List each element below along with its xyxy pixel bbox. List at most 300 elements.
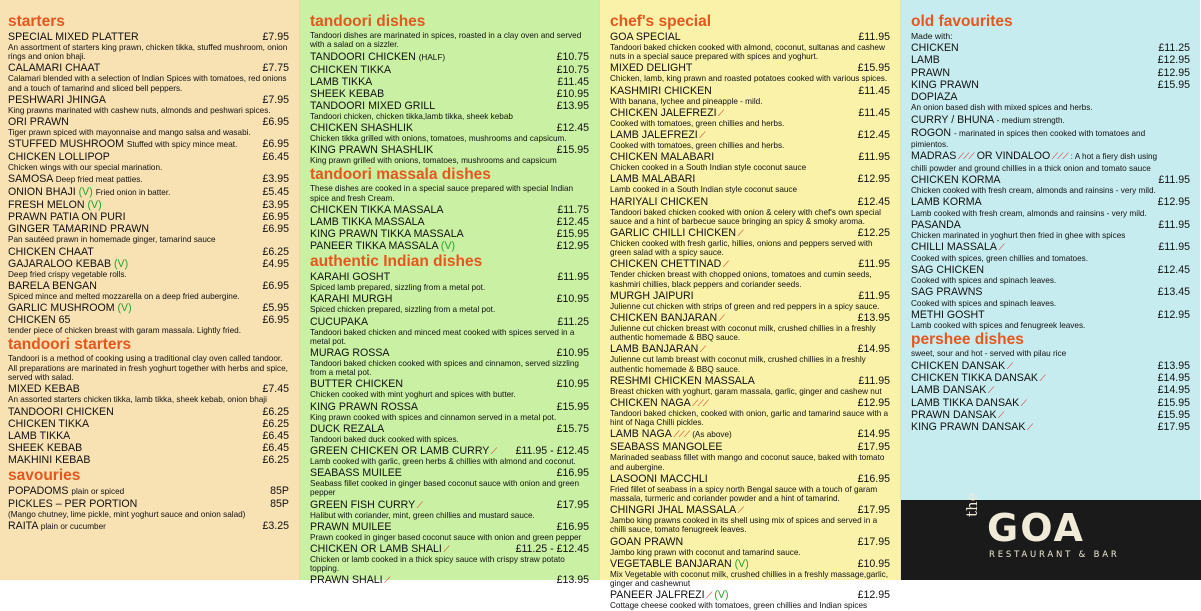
section-title: authentic Indian dishes [310,253,483,271]
item-price: £10.95 [556,87,589,100]
item-name [911,384,993,396]
item-name [8,211,126,223]
menu-item-row [610,85,890,97]
menu-item [8,151,289,172]
item-name-text: KING PRAWN TIKKA MASSALA [310,228,464,241]
item-name [911,421,1032,433]
item-name-text: ORI PRAWN [8,116,69,129]
item-price: £5.95 [262,302,289,315]
item-name [610,227,743,239]
item-price: £13.95 [1157,359,1190,372]
item-name [8,62,100,74]
menu-item [911,409,1190,421]
item-name-text: LAMB NAGA [610,428,672,441]
menu-item [610,85,890,106]
item-price: £6.95 [262,223,289,236]
chilli-icon: ⟋ [735,228,743,239]
item-name-text: VEGETABLE BANJARAN [610,557,732,570]
item-price: £11.45 [858,84,890,97]
item-name [610,107,723,119]
item-description: Chicken or lamb cooked in a thick spicy sauce with crispy straw potato topping. [310,555,565,574]
menu-item [610,151,890,172]
menu-item [911,67,1190,79]
item-name-text: PICKLES – PER PORTION [8,497,138,510]
menu-item-row [911,127,1190,140]
item-name [610,312,724,324]
menu-item-row [310,378,589,390]
item-name-text: MIXED KEBAB [8,383,80,396]
item-name [310,378,403,390]
item-name-text: TANDOORI MIXED GRILL [310,99,436,112]
menu-item [911,372,1190,384]
chilli-icon: ⟋ [986,385,994,396]
item-note: (HALF) [418,52,446,62]
item-name [8,383,80,395]
menu-item-row [610,31,890,43]
item-name [911,309,985,321]
item-name [8,186,170,199]
menu-item [610,129,890,150]
item-name [911,219,961,231]
item-name-text: MURGH JAIPURI [610,289,694,302]
menu-item [610,504,890,534]
item-description: An assortment of starters king prawn, chicken tikka, stuffed mushroom, onion rings and onion bhaji. [8,43,288,62]
chilli-icon: ⟋ [721,259,729,270]
item-description: Tandoori baked chicken cooked with almond, coconut, sultanas and cashew nuts in a special sauce prepared with spices and yoghurt. [610,43,885,62]
item-description: Chicken wings with our special marination. [8,163,163,173]
item-name-text: GINGER TAMARIND PRAWN [8,223,150,236]
item-price: £14.95 [857,428,890,441]
item-description: Chicken cooked in a South Indian style coconut sauce [610,163,807,173]
menu-item [8,498,289,519]
menu-item-row [8,151,289,163]
item-name-text: PESHWARI JHINGA [8,93,106,106]
item-name [911,409,1003,421]
chilli-icon: ⟋ [441,544,449,555]
item-name [8,280,97,292]
item-name-text: PANEER JALFREZI [610,589,705,602]
menu-item-row [911,397,1190,409]
item-price: £7.75 [262,62,289,75]
item-price: £13.45 [1157,286,1190,299]
menu-item-row [310,467,589,479]
item-name-text: ROGON [911,126,952,139]
menu-item-row [911,91,1190,103]
menu-item-row [310,347,589,359]
menu-item-row [310,401,589,413]
item-description: Chicken marinated in yoghurt then fried in ghee with spices [911,231,1126,241]
section-title: tandoori dishes [310,13,426,30]
item-name-text: GOA SPECIAL [610,31,681,43]
item-price: £6.25 [262,245,289,258]
section-title: tandoori starters [8,336,132,354]
menu-item [310,423,589,444]
menu-item [310,378,589,399]
menu-item-row [8,94,289,106]
item-price: 85P [270,484,289,497]
item-description: Tender chicken breast with chopped onions, tomatoes and cumin seeds, kashmiri chillies, black peppers and coriander seeds. [610,270,872,289]
menu-item-row [610,258,890,270]
menu-item-row [8,211,289,223]
item-name-text: ONION BHAJI [8,186,76,199]
item-price: £14.95 [1157,384,1190,397]
item-name-text: PRAWN DANSAK [911,409,997,422]
menu-item [8,418,289,430]
menu-item [8,62,289,92]
item-name-text: SAG CHICKEN [911,263,984,276]
panel-old-favourites [900,0,1200,580]
menu-item-row [610,343,890,355]
menu-item [310,88,589,100]
item-description: King prawn cooked with spices and cinnamon served in a metal pot. [310,412,557,422]
menu-item [8,442,289,454]
item-description: chilli powder and ground chillies in a thick onion and tomato sauce [911,163,1151,173]
menu-item [8,302,289,314]
item-description: Chicken tikka grilled with onions, tomatoes, mushrooms and capsicum. [310,134,567,144]
menu-item [8,138,289,151]
menu-item [8,186,289,199]
menu-item-row [310,216,589,228]
item-price: £7.95 [262,93,289,106]
item-name [911,79,979,91]
item-description: King prawn grilled with onions, tomatoes, mushrooms and capsicum [310,156,557,166]
item-name-text: BARELA BENGAN [8,279,97,292]
menu-item-row [310,51,589,64]
item-price: £11.45 [557,75,589,88]
menu-item [911,174,1190,196]
item-description: Julienne cut chicken with strips of green and red peppers in a spicy sauce. [610,301,880,311]
menu-item [911,150,1190,173]
menu-item-row [911,372,1190,384]
item-name [610,343,705,355]
menu-item [610,107,890,128]
item-name [911,264,984,276]
item-name [8,498,137,510]
menu-item [8,383,289,404]
item-name-text: GARLIC CHILLI CHICKEN [610,227,736,240]
item-price: £12.45 [857,129,890,142]
menu-item-row [610,173,890,185]
item-price: £16.95 [556,520,589,533]
menu-item [310,271,589,292]
item-name [310,543,449,555]
menu-item [310,293,589,314]
vegetarian-badge: (V) [714,589,729,602]
menu-item-row [911,67,1190,79]
menu-item [8,116,289,137]
item-price: £17.95 [857,504,890,517]
logo-name: GOA [987,506,1085,550]
menu-item [8,520,289,533]
chilli-icon: ⟋ [996,410,1004,421]
section-title: old favourites [911,13,1013,30]
menu-item-row [8,430,289,442]
item-name-text: CUCUPAKA [310,315,369,328]
menu-item [8,314,289,335]
menu-item [310,100,589,121]
item-price: £12.95 [1157,308,1190,321]
item-price: £12.95 [556,240,589,253]
item-price: £17.95 [857,535,890,548]
chilli-icon: ⟋ [704,590,712,601]
item-name-text: KING PRAWN ROSSA [310,400,418,413]
item-description: Chicken, lamb, king prawn and roasted potatoes cooked with various spices. [610,74,888,84]
menu-item [310,445,589,466]
item-name-text: MAKHINI KEBAB [8,453,91,466]
menu-item-row [310,271,589,283]
item-description: Mix Vegetable with coconut milk, crushed chillies in a freshly massage,garlic, ginger and cashewnut [610,569,889,589]
item-description: Calamari blended with a selection of Indian Spices with tomatoes, red onions and a touch of tamarind and sliced bell peppers. [8,74,287,93]
item-name [610,151,714,163]
logo-tagline: RESTAURANT & BAR [989,550,1120,560]
item-price: £11.95 - £12.45 [515,445,589,458]
item-price: £12.95 [1157,66,1190,79]
menu-item-row [310,204,589,216]
item-name-text: CHICKEN DANSAK [911,359,1006,372]
item-price: £12.95 [857,589,890,602]
item-name [8,94,106,106]
chilli-icon: ⟋ [996,242,1004,253]
menu-item-row [610,504,890,516]
item-name-text: LAMB TIKKA MASSALA [310,216,425,229]
menu-item [911,421,1190,433]
menu-item-row [310,543,589,555]
item-price: £6.45 [262,429,289,442]
item-name-text: GAJARALOO KEBAB [8,257,112,270]
item-description: Chicken cooked with mint yoghurt and spices with butter. [310,390,516,400]
item-name [610,504,743,516]
item-description: Lamb cooked with fresh cream, almonds and rainsins - very mild. [911,208,1147,218]
item-name [310,423,384,435]
item-price: £15.75 [556,422,589,435]
menu-item-row [911,114,1190,127]
item-name [310,76,372,88]
chilli-icon: ⟋ [698,344,706,355]
item-description: (Mango chutney, lime pickle, mint yoghurt sauce and onion salad) [8,509,246,519]
item-name-text: PRAWN MUILEE [310,520,392,533]
item-note: (As above) [692,430,732,440]
item-name [8,406,114,418]
item-description: Lamb cooked in a South Indian style coconut sauce [610,185,798,195]
panel-chefs-special [599,0,900,611]
item-price: £6.95 [262,116,289,129]
menu-item-row [8,138,289,151]
item-price: £12.45 [857,195,890,208]
chilli-icon: ⟋ [1037,373,1045,384]
menu-item-row [610,441,890,453]
item-price: £16.95 [857,472,890,485]
item-price: £6.95 [262,211,289,224]
menu-item [610,31,890,61]
item-name-text: CHICKEN TIKKA [310,63,392,76]
item-name-text: LAMB [911,54,940,67]
menu-item-row [8,442,289,454]
item-name [8,430,70,442]
item-price: £12.95 [1157,54,1190,67]
menu-item [8,280,289,301]
chilli-icon: ⟋ [415,499,422,510]
item-name [310,293,392,305]
item-name [310,144,433,156]
menu-item [8,223,289,244]
item-description: Cooked with spices, green chillies and tomatoes. [911,253,1089,263]
menu-item-row [610,196,890,208]
item-description: Spiced chicken prepared, sizzling from a metal pot. [310,305,496,315]
item-price: £11.75 [557,204,589,217]
item-name-text: SPECIAL MIXED PLATTER [8,31,139,43]
item-price: £12.95 [857,397,890,410]
menu-item-row [610,151,890,163]
item-name [310,216,425,228]
item-name [310,122,413,134]
item-name-text: LAMB KORMA [911,196,982,209]
item-name [911,91,958,103]
section-title: savouries [8,466,81,484]
item-name [610,558,749,570]
item-name [610,397,708,409]
item-name [310,204,443,216]
chilli-icon: ⟋ [1019,397,1026,408]
section-description: These dishes are cooked in a special sauce prepared with special Indian spice and fresh Cream. [310,184,574,203]
item-price: £3.95 [262,173,289,186]
menu-item [911,309,1190,331]
item-name-text: CHICKEN KORMA [911,173,1001,186]
item-name-text: RESHMI CHICKEN MASSALA [610,374,755,387]
menu-item-row [610,473,890,485]
item-name-text: KASHMIRI CHICKEN [610,84,712,97]
menu-item [8,31,289,61]
item-name-text: CHICKEN CHAAT [8,245,94,258]
item-description: Jambo king prawn with coconut and tamarind sauce. [610,547,801,557]
item-description: Prawn cooked in ginger based coconut sauce with onion and green pepper [310,532,582,542]
menu-item [8,406,289,418]
item-price: £10.95 [556,347,589,360]
item-name [8,485,124,498]
item-name-text: CHICKEN TIKKA MASSALA [310,204,444,217]
menu-item-row [310,445,589,457]
item-name-text: CHINGRI JHAL MASSALA [610,504,737,517]
item-name-text: PASANDA [911,218,961,231]
item-name [310,271,390,283]
item-name [911,360,1012,372]
item-name [610,473,708,485]
item-name [911,397,1026,409]
menu-item [8,485,289,498]
item-name [310,100,435,112]
item-price: £11.95 [557,271,589,284]
item-name [8,138,237,151]
item-price: £6.95 [262,138,289,151]
menu-item-row [911,409,1190,421]
menu-item-row [8,383,289,395]
item-name-text: CHICKEN JALEFREZI [610,106,717,119]
vegetarian-badge: (V) [78,186,93,199]
item-price: £4.95 [262,257,289,270]
item-name-text: GARLIC MUSHROOM [8,302,115,315]
section-description: Tandoori dishes are marinated in spices, roasted in a clay oven and served with a salad on a sizzler. [310,31,582,50]
menu-item-row [8,302,289,314]
item-price: 85P [270,497,289,510]
item-name [911,196,982,208]
item-name-text-2: OR VINDALOO [976,150,1051,163]
item-price: £3.25 [262,519,289,532]
menu-item [610,62,890,83]
menu-item [310,216,589,228]
item-name-text: LAMB BANJARAN [610,343,699,356]
section-description: sweet, sour and hot - served with pilau rice [911,349,1067,359]
item-name-text: TANDOORI CHICKEN [310,50,416,63]
item-name [610,589,728,601]
item-description: Spiced mince and melted mozzarella on a deep fried aubergine. [8,291,240,301]
menu-item [310,204,589,216]
menu-item-row [610,107,890,119]
item-name [610,31,681,43]
menu-item [610,227,890,257]
menu-item [310,521,589,542]
item-name [310,499,422,511]
item-name [610,173,695,185]
item-name-text: LAMB DANSAK [911,384,987,397]
item-name-text: MADRAS [911,150,957,163]
section-title: pershee dishes [911,331,1024,349]
item-price: £10.95 [857,557,890,570]
menu-item [8,454,289,466]
menu-item [310,401,589,422]
item-description: Cooked with tomatoes, green chillies and herbs. [610,118,785,128]
item-name-text: CHICKEN MALABARI [610,151,715,164]
item-name-text: SHEEK KEBAB [8,441,83,454]
item-description: An onion based dish with mixed spices and herbs. [911,103,1093,113]
item-name-text: MIXED DELIGHT [610,62,693,75]
item-description: Chicken cooked with fresh cream, almonds and rainsins - very mild. [911,186,1156,196]
item-price: £12.45 [556,122,589,135]
item-price: £3.95 [262,199,289,212]
menu-item [310,64,589,76]
item-price: £11.95 [858,289,890,302]
item-price: £11.95 [858,31,890,43]
item-price: £15.95 [857,62,890,75]
menu-item-row [8,186,289,199]
item-name-text: METHI GOSHT [911,308,985,321]
item-name [8,173,143,186]
menu-item-row [610,428,890,441]
chilli-icon: ⟋ [717,313,724,324]
menu-item [911,286,1190,308]
item-price: £12.95 [1157,196,1190,209]
menu-item [610,258,890,288]
item-price: £6.25 [262,417,289,430]
section-title: starters [8,13,65,30]
item-name [8,520,106,533]
item-name-text: CHICKEN TIKKA DANSAK [911,372,1038,385]
menu-item-row [911,42,1190,54]
item-name-text: KING PRAWN DANSAK [911,421,1026,434]
menu-item [310,316,589,346]
item-description: Tandoori baked chicken and minced meat cooked with spices served in a metal pot. [310,327,575,346]
item-description: Tandoori baked duck cooked with spices. [310,434,459,444]
menu-item-row [310,293,589,305]
menu-item-row [911,309,1190,321]
item-price: £12.25 [857,227,890,240]
item-price: £7.95 [262,31,289,43]
menu-item [911,219,1190,241]
item-name-text: DOPIAZA [911,91,958,104]
item-name [8,442,82,454]
item-name-text: LASOONI MACCHLI [610,472,708,485]
item-description: Tandoori baked chicken cooked with spices and cinnamon, served sizzling from a metal pot. [310,359,579,378]
item-note: Fried onion in batter. [95,188,171,198]
menu-item-row [911,196,1190,208]
